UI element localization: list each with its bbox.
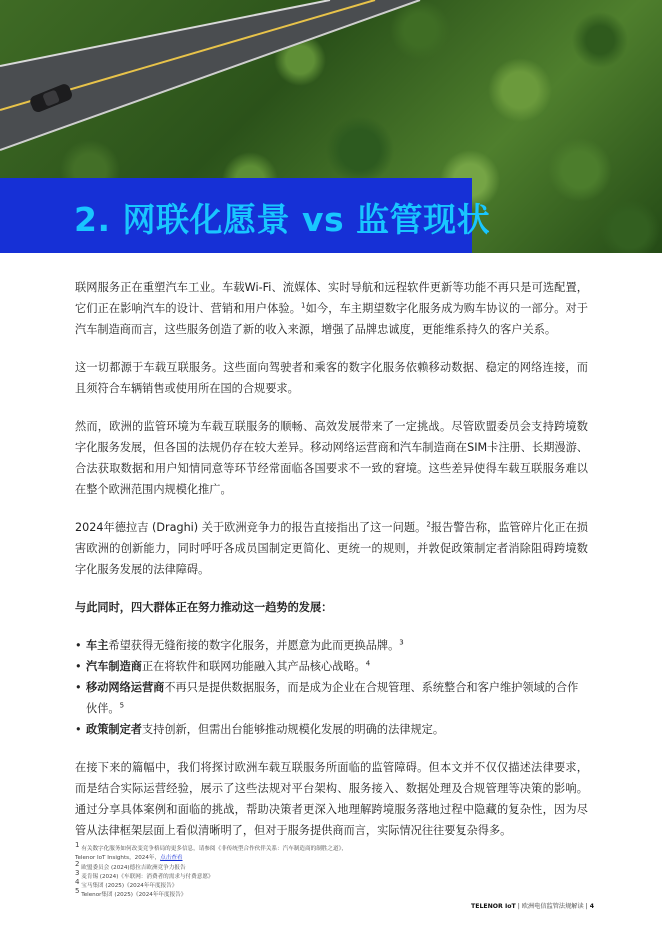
footnote-ref: 4	[365, 659, 371, 668]
footnote-text: Telenor IoT Insights，2024年，	[75, 855, 161, 862]
footnote-link[interactable]: 点击查看	[160, 855, 183, 862]
list-item-bold: 汽车制造商	[86, 660, 142, 673]
footnote-1	[75, 841, 495, 854]
footnote-1-cont	[75, 854, 495, 863]
footnote-2	[75, 859, 495, 873]
list-item-text: 支持创新，但需出台能够推动规模化发展的明确的法律规定。	[141, 723, 445, 736]
hero-image	[0, 0, 662, 253]
footnote-number: 3	[75, 869, 80, 878]
footer-brand: TELENOR IoT	[471, 903, 516, 910]
footnote-5	[75, 887, 495, 900]
body-content	[75, 277, 588, 858]
page-number: 4	[589, 903, 594, 910]
list-item-bold: 移动网络运营商	[86, 681, 165, 694]
title-band	[0, 178, 491, 253]
footnote-number: 2	[75, 859, 80, 868]
footnote-ref: 1	[301, 301, 306, 310]
section-title: 2. 网联化愿景 vs 监管现状	[74, 200, 491, 239]
stakeholder-list	[75, 635, 588, 740]
list-item	[75, 719, 588, 740]
footnote-3	[75, 869, 495, 882]
footer-separator: |	[585, 903, 588, 910]
paragraph-2: 这一切都源于车载互联服务。这些面向驾驶者和乘客的数字化服务依赖移动数据、稳定的网络连接，而且须符合车辆销售或使用所在国的合规要求。	[75, 361, 588, 395]
page-footer	[471, 901, 594, 910]
list-item	[75, 635, 588, 656]
footnote-number: 5	[75, 887, 80, 896]
footnote-text: 宝马集团 (2025)《2024年年度报告》	[81, 883, 178, 890]
footnote-text: 有关数字化服务如何改变竞争格局的更多信息，请参阅《非传统型合作伙伴关系：汽车制造商的制胜之道》，	[81, 846, 347, 852]
footnote-ref: 3	[399, 638, 404, 647]
footnote-number: 1	[75, 841, 80, 850]
list-item-text: 不再只是提供数据服务，而是成为企业在合规管理、系统整合和客户维护领域的合作伙伴。	[86, 681, 579, 715]
paragraph-4	[75, 517, 588, 580]
list-item-bold: 政策制定者	[86, 723, 142, 736]
paragraph-5: 在接下来的篇幅中，我们将探讨欧洲车载互联服务所面临的监管障碍。但本文并不仅仅描述法律要求，而是结合实际运营经验，展示了这些法规对平台架构、服务接入、数据处理及合规管理等决策的影响。通过分享具体案例和面临的挑战，帮助决策者更深入地理解跨境服务落地过程中隐藏的复杂性，因为尽管从法律框架层面上看似清晰明了，但对于服务提供商而言，实际情况往往要复杂得多。	[75, 761, 588, 837]
list-item	[75, 656, 588, 677]
bullets-heading: 与此同时，四大群体正在努力推动这一趋势的发展：	[75, 601, 333, 614]
footnote-4	[75, 878, 495, 891]
footnote-text: Telenor集团 (2025)《2024年年度报告》	[81, 892, 187, 899]
footnote-ref: 2	[426, 520, 431, 529]
list-item-text: 正在将软件和联网功能融入其产品核心战略。	[141, 660, 366, 673]
footnote-number: 4	[75, 878, 80, 887]
footnote-text: 欧盟委员会 (2024)德拉吉欧洲竞争力报告	[81, 864, 186, 871]
paragraph-3: 然而，欧洲的监管环境为车载互联服务的顺畅、高效发展带来了一定挑战。尽管欧盟委员会支持跨境数字化服务发展，但各国的法规仍存在较大差异。移动网络运营商和汽车制造商在SIM卡注册、长期漫游、合法获取数据和用户知情同意等环节经常面临各国要求不一致的窘境。这些差异使得车载互联服务难以在整个欧洲范围内规模化推广。	[75, 420, 588, 496]
footnote-text: 麦肯锡 (2024)《车联网：消费者的需求与付费意愿》	[81, 873, 214, 880]
footnote-ref: 5	[119, 701, 125, 710]
paragraph-1	[75, 277, 588, 340]
list-item-bold: 车主	[86, 639, 109, 652]
footer-doc-title: 欧洲电信监管法规解读	[521, 903, 584, 910]
paragraph-text: 联网服务正在重塑汽车工业。车载Wi-Fi、流媒体、实时导航和远程软件更新等功能不再只是可选配置，它们正在影响汽车的设计、营销和用户体验。	[75, 281, 588, 315]
footnotes	[75, 841, 495, 901]
list-item	[75, 677, 588, 719]
paragraph-text: 如今，车主期望数字化服务成为购车协议的一部分。对于汽车制造商而言，这些服务创造了新的收入来源，增强了品牌忠诚度，更能维系持久的客户关系。	[75, 302, 588, 336]
list-item-text: 希望获得无缝衔接的数字化服务，并愿意为此而更换品牌。	[108, 639, 400, 652]
paragraph-text: 2024年德拉吉 (Draghi) 关于欧洲竞争力的报告直接指出了这一问题。	[75, 521, 427, 534]
paragraph-text: 报告警告称，监管碎片化正在损害欧洲的创新能力，同时呼吁各成员国制定更简化、更统一的规则，并敦促政策制定者消除阻碍跨境数字化服务发展的法律障碍。	[75, 521, 588, 576]
footer-separator: |	[517, 903, 520, 910]
